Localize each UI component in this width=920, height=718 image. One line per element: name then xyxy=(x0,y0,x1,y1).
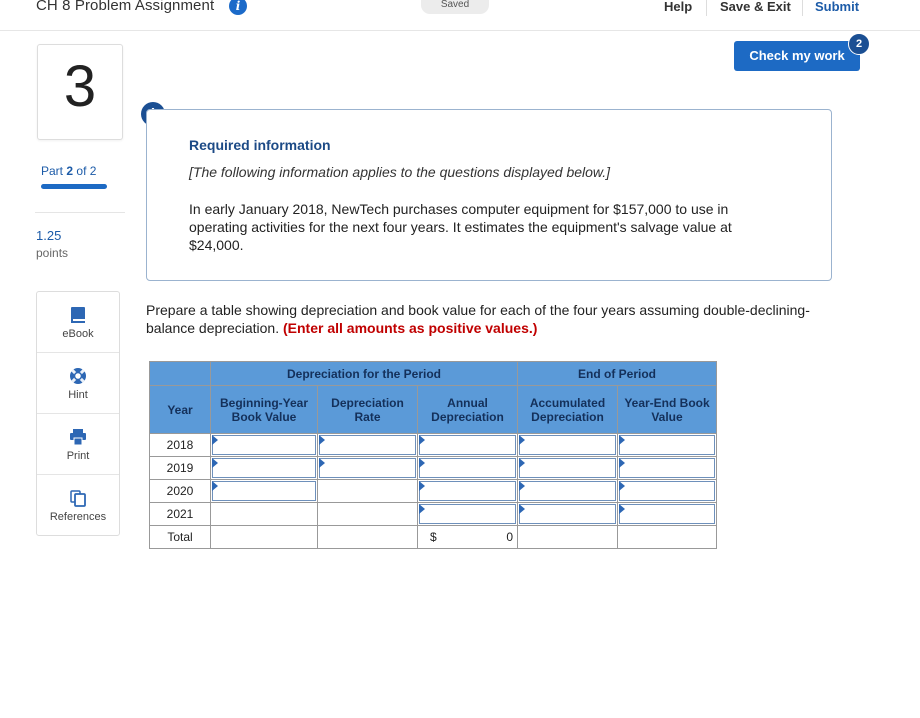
column-header-year-end-book-value: Year-End Book Value xyxy=(618,386,717,434)
accumulated-depreciation-input[interactable] xyxy=(518,434,618,457)
year-end-book-value-input[interactable] xyxy=(618,503,717,526)
annual-depreciation-input[interactable] xyxy=(418,480,518,503)
depreciation-rate-input[interactable] xyxy=(318,434,418,457)
print-label: Print xyxy=(66,450,90,462)
accumulated-depreciation-input[interactable] xyxy=(518,457,618,480)
column-header-year: Year xyxy=(150,386,211,434)
table-row xyxy=(150,480,717,503)
documents-icon xyxy=(69,489,87,507)
printer-icon xyxy=(69,428,87,446)
book-icon xyxy=(69,306,87,324)
hint-button[interactable] xyxy=(37,353,119,414)
info-icon[interactable]: i xyxy=(229,0,247,15)
empty-cell xyxy=(318,526,418,549)
references-label: References xyxy=(49,511,107,523)
corner-header xyxy=(150,362,211,386)
table-row xyxy=(150,434,717,457)
currency-symbol: $ xyxy=(430,530,437,544)
year-end-book-value-input[interactable] xyxy=(618,480,717,503)
beginning-book-value-empty xyxy=(211,503,318,526)
beginning-book-value-input[interactable] xyxy=(211,480,318,503)
beginning-book-value-input[interactable] xyxy=(211,457,318,480)
references-button[interactable] xyxy=(37,475,119,535)
total-value: 0 xyxy=(506,530,513,544)
column-header-annual-depreciation: Annual Depreciation xyxy=(418,386,518,434)
year-cell: 2018 xyxy=(150,434,211,457)
instructions xyxy=(146,301,846,337)
divider xyxy=(706,0,707,16)
lifebuoy-icon xyxy=(69,367,87,385)
group-header-depreciation: Depreciation for the Period xyxy=(211,362,518,386)
part-indicator xyxy=(41,164,96,178)
hint-label: Hint xyxy=(68,389,88,401)
save-exit-link[interactable]: Save & Exit xyxy=(720,0,791,14)
total-label: Total xyxy=(150,526,211,549)
divider xyxy=(35,212,125,213)
annual-depreciation-input[interactable] xyxy=(418,434,518,457)
part-progress-bar xyxy=(41,184,107,189)
help-link[interactable]: Help xyxy=(664,0,693,14)
print-button[interactable] xyxy=(37,414,119,475)
tool-panel xyxy=(36,291,120,536)
required-note: [The following information applies to the questions displayed below.] xyxy=(189,164,611,180)
year-end-book-value-input[interactable] xyxy=(618,434,717,457)
submit-link[interactable]: Submit xyxy=(815,0,860,14)
ebook-label: eBook xyxy=(62,328,94,340)
required-body: In early January 2018, NewTech purchases computer equipment for $157,000 to use in operating activities for the next four years. It estimates the equipment's salvage value at $24,000. xyxy=(189,201,732,253)
saved-status: Saved xyxy=(421,0,489,14)
part-word: Part xyxy=(41,164,64,178)
points-label: points xyxy=(36,246,69,260)
required-title: Required information xyxy=(189,137,331,153)
total-row xyxy=(150,526,717,549)
accumulated-depreciation-input[interactable] xyxy=(518,503,618,526)
table-row xyxy=(150,457,717,480)
top-bar xyxy=(0,0,920,31)
depreciation-table xyxy=(149,361,717,549)
instructions-emphasis: (Enter all amounts as positive values.) xyxy=(283,320,538,336)
total-annual-depreciation xyxy=(418,526,518,549)
check-my-work-button[interactable]: Check my work xyxy=(734,41,860,71)
ebook-button[interactable] xyxy=(37,292,119,353)
depreciation-rate-input[interactable] xyxy=(318,457,418,480)
annual-depreciation-input[interactable] xyxy=(418,503,518,526)
annual-depreciation-input[interactable] xyxy=(418,457,518,480)
year-cell: 2020 xyxy=(150,480,211,503)
part-number: 2 xyxy=(66,164,74,178)
question-number: 3 xyxy=(63,54,97,119)
required-information-box xyxy=(146,109,832,281)
assignment-title: CH 8 Problem Assignment xyxy=(36,0,215,14)
depreciation-rate-empty xyxy=(318,503,418,526)
empty-cell xyxy=(211,526,318,549)
year-cell: 2021 xyxy=(150,503,211,526)
column-header-accumulated-depreciation: Accumulated Depreciation xyxy=(518,386,618,434)
question-number-card xyxy=(37,44,123,140)
depreciation-rate-empty xyxy=(318,480,418,503)
column-header-depreciation-rate: Depreciation Rate xyxy=(318,386,418,434)
beginning-book-value-input[interactable] xyxy=(211,434,318,457)
divider xyxy=(802,0,803,16)
instructions-text: Prepare a table showing depreciation and book value for each of the four years assuming double-declining-balance depreciation. xyxy=(146,302,810,336)
year-cell: 2019 xyxy=(150,457,211,480)
part-total: of 2 xyxy=(76,164,97,178)
empty-cell xyxy=(518,526,618,549)
group-header-end: End of Period xyxy=(518,362,717,386)
check-count-badge: 2 xyxy=(848,33,870,55)
table-row xyxy=(150,503,717,526)
accumulated-depreciation-input[interactable] xyxy=(518,480,618,503)
points-value: 1.25 xyxy=(36,228,62,243)
year-end-book-value-input[interactable] xyxy=(618,457,717,480)
empty-cell xyxy=(618,526,717,549)
column-header-beginning-book-value: Beginning-Year Book Value xyxy=(211,386,318,434)
